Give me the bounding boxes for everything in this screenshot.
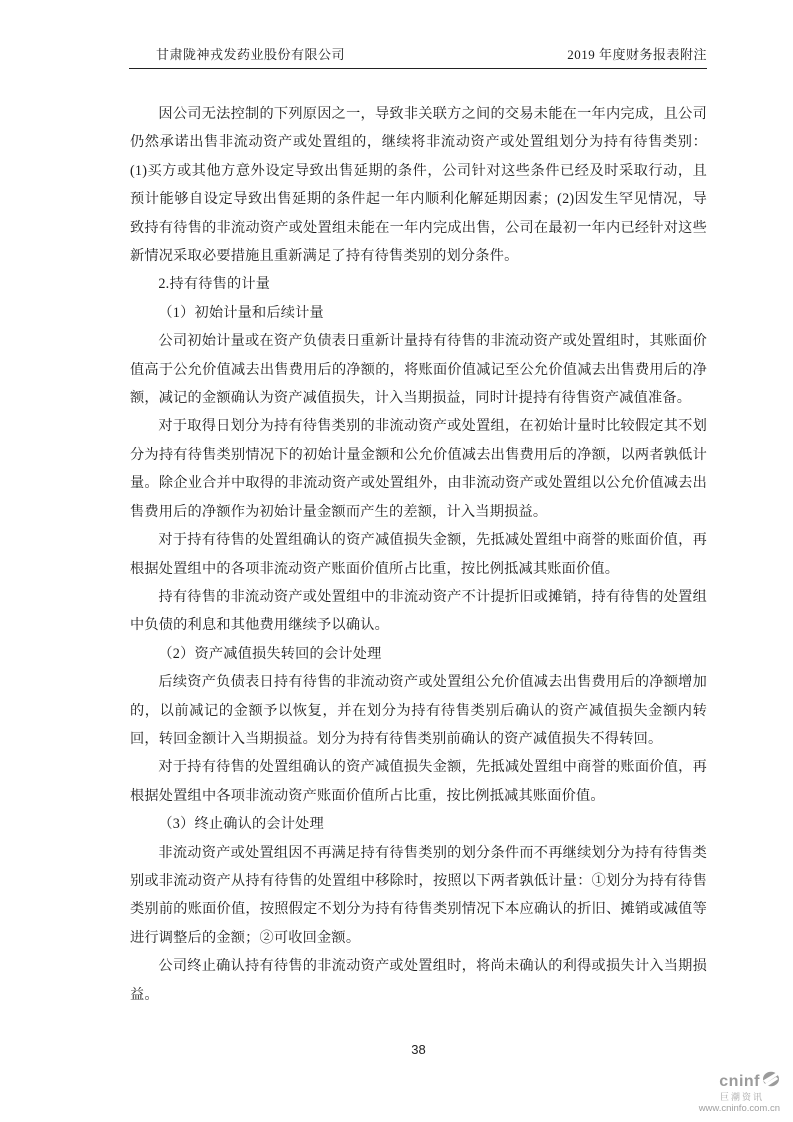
header-company-name: 甘肃陇神戎发药业股份有限公司	[156, 47, 346, 62]
logo-chinese-name: 巨潮资讯	[719, 1091, 764, 1102]
header-doc-title: 2019 年度财务报表附注	[567, 47, 707, 62]
paragraph: 对于持有待售的处置组确认的资产减值损失金额，先抵减处置组中商誉的账面价值，再根据处置组中的各项非流动资产账面价值所占比重，按比例抵减其账面价值。	[130, 532, 707, 577]
paragraph: 因公司无法控制的下列原因之一，导致非关联方之间的交易未能在一年内完成，且公司仍然承诺出售非流动资产或处置组的，继续将非流动资产或处置组划分为持有待售类别：(1)买方或其他方意外设定导致出售延期的条件，公司针对这些条件已经及时采取行动，且预计能够自设定导致出售延期的条件起一年内顺利化解延期因素；(2)因发生罕见情况，导致持有待售的非流动资产或处置组未能在一年内完成出售，公司在最初一年内已经针对这些新情况采取必要措施且重新满足了持有待售类别的划分条件。	[130, 106, 707, 265]
page-number: 38	[411, 1042, 426, 1057]
paragraph: （2）资产减值损失转回的会计处理	[158, 645, 382, 662]
paragraph: 公司初始计量或在资产负债表日重新计量持有待售的非流动资产或处置组时，其账面价值高于公允价值减去出售费用后的净额的，将账面价值减记至公允价值减去出售费用后的净额，减记的金额确认为资产减值损失，计入当期损益，同时计提持有待售资产减值准备。	[130, 333, 707, 407]
paragraph: 非流动资产或处置组因不再满足持有待售类别的划分条件而不再继续划分为持有待售类别或非流动资产从持有待售的处置组中移除时，按照以下两者孰低计量：①划分为持有待售类别前的账面价值，按照假定不划分为持有待售类别情况下本应确认的折旧、摊销或减值等进行调整后的金额；②可收回金额。	[130, 844, 707, 946]
cninfo-swirl-icon	[762, 1071, 780, 1092]
cninfo-logo	[699, 1071, 780, 1115]
paragraph: 持有待售的非流动资产或处置组中的非流动资产不计提折旧或摊销，持有待售的处置组中负债的利息和其他费用继续予以确认。	[130, 588, 707, 634]
paragraph: 2.持有待售的计量	[158, 276, 271, 293]
paragraph: （3）终止确认的会计处理	[158, 816, 324, 833]
paragraph: 公司终止确认持有待售的非流动资产或处置组时，将尚未确认的利得或损失计入当期损益。	[130, 958, 707, 1003]
paragraph: 后续资产负债表日持有待售的非流动资产或处置组公允价值减去出售费用后的净额增加的，以前减记的金额予以恢复，并在划分为持有待售类别后确认的资产减值损失金额内转回，转回金额计入当期损益。划分为持有待售类别前确认的资产减值损失不得转回。	[130, 674, 707, 747]
logo-website-url: www.cninfo.com.cn	[698, 1103, 780, 1115]
paragraph: 对于持有待售的处置组确认的资产减值损失金额，先抵减处置组中商誉的账面价值，再根据处置组中各项非流动资产账面价值所占比重，按比例抵减其账面价值。	[130, 759, 707, 804]
paragraph: 对于取得日划分为持有待售类别的非流动资产或处置组，在初始计量时比较假定其不划分为持有待售类别情况下的初始计量金额和公允价值减去出售费用后的净额，以两者孰低计量。除企业合并中取得的非流动资产或处置组外，由非流动资产或处置组以公允价值减去出售费用后的净额作为初始计量金额而产生的差额，计入当期损益。	[130, 418, 707, 520]
page-header	[129, 46, 707, 69]
logo-brand-row	[719, 1071, 780, 1092]
document-body	[130, 100, 707, 1009]
paragraph: （1）初始计量和后续计量	[158, 304, 324, 321]
logo-brand-text: cninf	[719, 1072, 760, 1090]
